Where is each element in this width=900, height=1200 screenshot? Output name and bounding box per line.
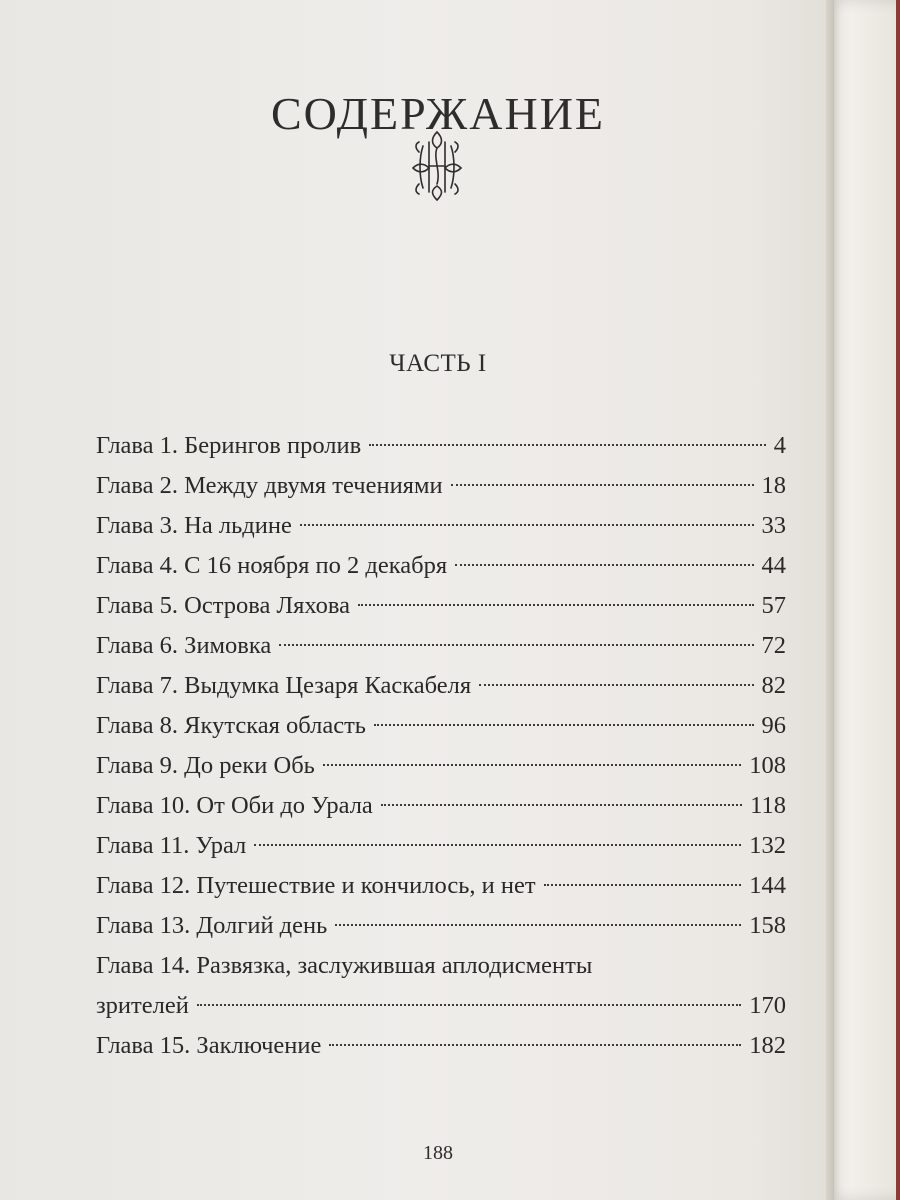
toc-entry: [96, 426, 786, 466]
dot-leader: [374, 724, 754, 726]
book-cover-edge: [896, 0, 900, 1200]
toc-entry: [96, 906, 786, 946]
toc-entry-page: 118: [750, 792, 786, 819]
dot-leader: [329, 1044, 741, 1046]
page-edge: [826, 0, 834, 1200]
toc-entry-page: 170: [749, 992, 786, 1019]
part-heading: ЧАСТЬ I: [389, 350, 487, 377]
toc-entry-page: 108: [749, 752, 786, 779]
dot-leader: [479, 684, 753, 686]
toc-entry: [96, 706, 786, 746]
toc-entry: [96, 1026, 786, 1066]
toc-entry-page: 4: [773, 432, 786, 459]
toc-entry-label: Глава 11. Урал: [96, 832, 247, 859]
dot-leader: [197, 1004, 741, 1006]
dot-leader: [279, 644, 753, 646]
toc-entry: [96, 866, 786, 906]
dot-leader: [358, 604, 753, 606]
table-of-contents: [96, 426, 786, 1066]
page-title: СОДЕРЖАНИЕ: [270, 87, 606, 139]
toc-entry-page: 144: [749, 872, 786, 899]
monogram-ornament-icon: [405, 128, 469, 204]
toc-entry-label: Глава 10. От Оби до Урала: [96, 792, 373, 819]
toc-entry-label-continued: зрителей: [96, 992, 189, 1019]
page-number: 188: [423, 1142, 453, 1164]
toc-entry-label: Глава 13. Долгий день: [96, 912, 328, 939]
toc-entry-page: 72: [761, 632, 786, 659]
dot-leader: [369, 444, 766, 446]
toc-entry-page: 132: [749, 832, 786, 859]
toc-entry-label: Глава 9. До реки Обь: [96, 752, 315, 779]
toc-entry: [96, 666, 786, 706]
toc-entry: [96, 946, 786, 1026]
toc-entry-label: Глава 6. Зимовка: [96, 632, 272, 659]
toc-entry-label: Глава 1. Берингов пролив: [96, 432, 362, 459]
toc-entry: [96, 746, 786, 786]
toc-entry: [96, 466, 786, 506]
toc-entry-page: 158: [749, 912, 786, 939]
toc-entry-page: 44: [761, 552, 786, 579]
dot-leader: [544, 884, 742, 886]
toc-entry-label: Глава 5. Острова Ляхова: [96, 592, 351, 619]
toc-entry-page: 33: [761, 512, 786, 539]
toc-entry: [96, 506, 786, 546]
toc-entry: [96, 546, 786, 586]
toc-entry-page: 82: [761, 672, 786, 699]
toc-entry-label: Глава 12. Путешествие и кончилось, и нет: [96, 872, 536, 899]
dot-leader: [254, 844, 741, 846]
toc-entry-label: Глава 14. Развязка, заслужившая аплодисменты: [96, 952, 593, 979]
toc-entry-label: Глава 2. Между двумя течениями: [96, 472, 443, 499]
dot-leader: [323, 764, 741, 766]
toc-entry: [96, 786, 786, 826]
dot-leader: [335, 924, 741, 926]
dot-leader: [300, 524, 754, 526]
toc-entry-label: Глава 7. Выдумка Цезаря Каскабеля: [96, 672, 472, 699]
toc-entry-page: 18: [761, 472, 786, 499]
toc-entry-label: Глава 3. На льдине: [96, 512, 292, 539]
dot-leader: [455, 564, 753, 566]
toc-entry-page: 57: [761, 592, 786, 619]
toc-entry-label: Глава 4. С 16 ноября по 2 декабря: [96, 552, 448, 579]
toc-entry-page: 96: [761, 712, 786, 739]
toc-entry-page: 182: [749, 1032, 786, 1059]
toc-entry: [96, 586, 786, 626]
toc-entry-label: Глава 15. Заключение: [96, 1032, 322, 1059]
toc-entry: [96, 626, 786, 666]
toc-entry-label: Глава 8. Якутская область: [96, 712, 366, 739]
toc-entry: [96, 826, 786, 866]
dot-leader: [381, 804, 742, 806]
dot-leader: [451, 484, 754, 486]
